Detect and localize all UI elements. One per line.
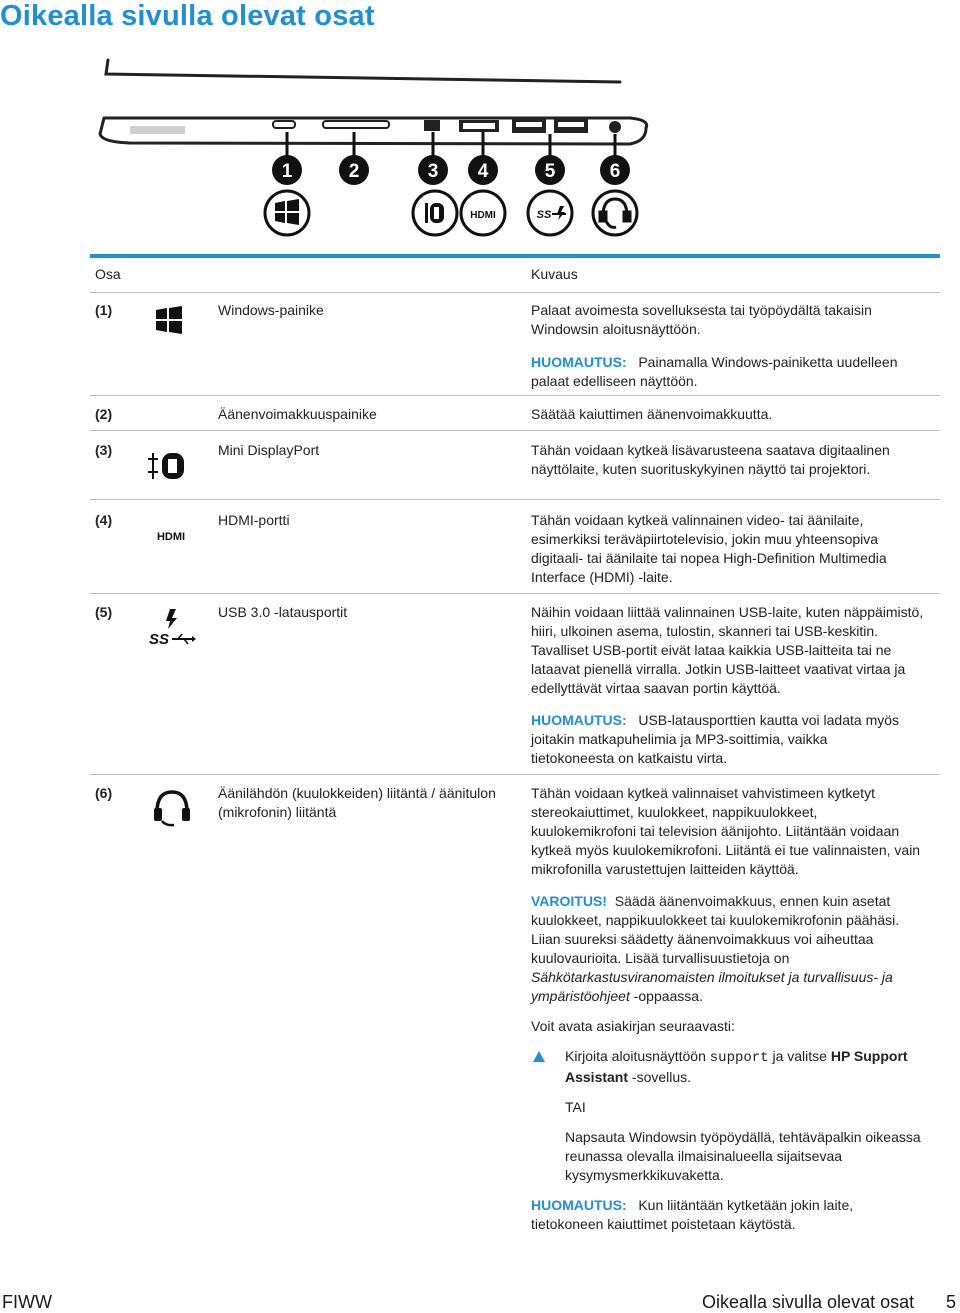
note-text: USB-latausporttien kautta voi ladata myös joitakin matkapuhelimia ja MP3-soittimia, vaikka tietokoneesta on katkaistu virta. bbox=[531, 712, 900, 766]
callout-label: 6 bbox=[609, 161, 621, 182]
callout-label: 4 bbox=[477, 161, 489, 182]
row-divider bbox=[90, 395, 940, 396]
part-name: Windows-painike bbox=[218, 302, 324, 318]
row-divider bbox=[90, 430, 940, 431]
note-label: HUOMAUTUS: bbox=[531, 1197, 627, 1213]
part-name: Äänilähdön (kuulokkeiden) liitäntä / äänitulon (mikrofonin) liitäntä bbox=[218, 785, 496, 820]
windows-icon bbox=[275, 199, 299, 225]
callout-label: 1 bbox=[281, 161, 293, 182]
app-name: HP Support Assistant bbox=[565, 1048, 908, 1085]
guide-intro: Voit avata asiakirjan seuraavasti: bbox=[531, 1018, 735, 1034]
part-description: Tähän voidaan kytkeä valinnainen video- tai äänilaite, esimerkiksi teräväpiirtotelevisio, jokin muu yhteensopiva digitaali- tai äänilaite tai nopea High-Definition Multimedia Interface (HDMI) -laite. bbox=[531, 512, 887, 585]
note bbox=[531, 1196, 901, 1234]
row-number: (1) bbox=[95, 302, 113, 318]
note bbox=[531, 711, 911, 768]
svg-text:SS: SS bbox=[149, 631, 170, 648]
step-text: Kirjoita aloitusnäyttöön bbox=[565, 1048, 706, 1064]
or-label: TAI bbox=[565, 1099, 586, 1115]
note-label: HUOMAUTUS: bbox=[531, 712, 627, 728]
usb-charging-icon bbox=[146, 607, 196, 649]
row-number: (3) bbox=[95, 442, 113, 458]
mini-displayport-icon bbox=[146, 451, 194, 481]
row-number: (6) bbox=[95, 785, 113, 801]
warning-text: Säädä äänenvoimakkuus, ennen kuin asetat kuulokkeet, nappikuulokkeet tai kuulokemikrofonin päähäsi. Liian suureksi säädetty äänenvoimakkuus voi aiheuttaa kuulovaurioita. Lisää turvallisuustietoja on bbox=[531, 893, 900, 966]
headset-icon bbox=[600, 199, 630, 227]
footer-section-title: Oikealla sivulla olevat osat bbox=[702, 1292, 915, 1312]
note bbox=[531, 353, 921, 391]
part-name: Äänenvoimakkuuspainike bbox=[218, 406, 377, 422]
svg-text:HDMI: HDMI bbox=[156, 531, 186, 542]
step-text-end: -sovellus. bbox=[631, 1069, 692, 1085]
bullet-triangle-icon bbox=[533, 1051, 545, 1062]
part-description: Palaat avoimesta sovelluksesta tai työpöydältä takaisin Windowsin aloitusnäyttöön. bbox=[531, 302, 872, 337]
footer-locale: FIWW bbox=[2, 1292, 52, 1312]
part-name: HDMI-portti bbox=[218, 512, 290, 528]
laptop-right-side-figure bbox=[90, 48, 670, 248]
part-name: USB 3.0 -latausportit bbox=[218, 604, 348, 620]
column-header-part: Osa bbox=[95, 266, 121, 282]
part-description: Säätää kaiuttimen äänenvoimakkuutta. bbox=[531, 406, 773, 422]
document-title: Sähkötarkastusviranomaisten ilmoitukset ja turvallisuus- ja ympäristöohjeet bbox=[531, 969, 893, 1004]
header-divider bbox=[90, 292, 940, 293]
headset-icon bbox=[152, 788, 192, 828]
warning-text-end: -oppaassa. bbox=[633, 988, 703, 1004]
part-description: Näihin voidaan liittää valinnainen USB-laite, kuten näppäimistö, hiiri, ulkoinen asema, tulostin, skanneri tai USB-keskitin. Tavalliset USB-portit eivät lataa kaikkia USB-laitteita tai ne lataavat pienellä virralla. Jotkin USB-laitteet vaativat virtaa ja edellyttävät virtaa saavan portin käyttöä. bbox=[531, 604, 924, 696]
note-text: Kun liitäntään kytketään jokin laite, tietokoneen kaiuttimet poistetaan käytöstä. bbox=[531, 1197, 854, 1232]
usb-charging-icon bbox=[537, 206, 566, 221]
step-text-mid: ja valitse bbox=[772, 1048, 827, 1064]
row-divider bbox=[90, 593, 940, 594]
table-top-rule bbox=[90, 254, 940, 258]
note-text: Painamalla Windows-painiketta uudelleen palaat edelliseen näyttöön. bbox=[531, 354, 898, 389]
part-description: Tähän voidaan kytkeä lisävarusteena saatava digitaalinen näyttölaite, kuten suorituskykyinen näyttö tai projektori. bbox=[531, 442, 890, 477]
page-title: Oikealla sivulla olevat osat bbox=[0, 0, 375, 32]
step-instruction bbox=[565, 1047, 925, 1087]
warning bbox=[531, 892, 916, 1006]
warning-label: VAROITUS! bbox=[531, 893, 607, 909]
hdmi-icon bbox=[150, 530, 192, 542]
part-description: Tähän voidaan kytkeä valinnaiset vahvistimeen kytketyt stereokaiuttimet, kuulokkeet, nappikuulokkeet, kuulokemikrofoni tai television äänijohto. Liitäntään voidaan kytkeä myös kuulokemikrofoni. Liitäntä ei tue valinnaisten, vain mikrofonilla varustettujen laitteiden käyttöä. bbox=[531, 785, 921, 877]
page-number: 5 bbox=[946, 1292, 957, 1312]
alternative-step: Napsauta Windowsin työpöydällä, tehtäväpalkin oikeassa reunassa olevalla ilmaisinalueella sijaitsevaa kysymysmerkkikuvaketta. bbox=[565, 1129, 921, 1183]
search-term: support bbox=[709, 1050, 769, 1066]
note-label: HUOMAUTUS: bbox=[531, 354, 627, 370]
mini-displayport-icon bbox=[425, 203, 444, 223]
callout-label: 5 bbox=[544, 161, 556, 182]
row-number: (5) bbox=[95, 604, 113, 620]
row-divider bbox=[90, 774, 940, 775]
callout-label: 3 bbox=[427, 161, 439, 182]
row-number: (4) bbox=[95, 512, 113, 528]
row-divider bbox=[90, 499, 940, 500]
part-name: Mini DisplayPort bbox=[218, 442, 320, 458]
callout-label: 2 bbox=[348, 161, 360, 182]
svg-text:SS: SS bbox=[536, 209, 552, 221]
windows-icon bbox=[155, 306, 183, 334]
column-header-description: Kuvaus bbox=[531, 266, 578, 282]
hdmi-icon: HDMI bbox=[470, 210, 496, 221]
row-number: (2) bbox=[95, 406, 113, 422]
